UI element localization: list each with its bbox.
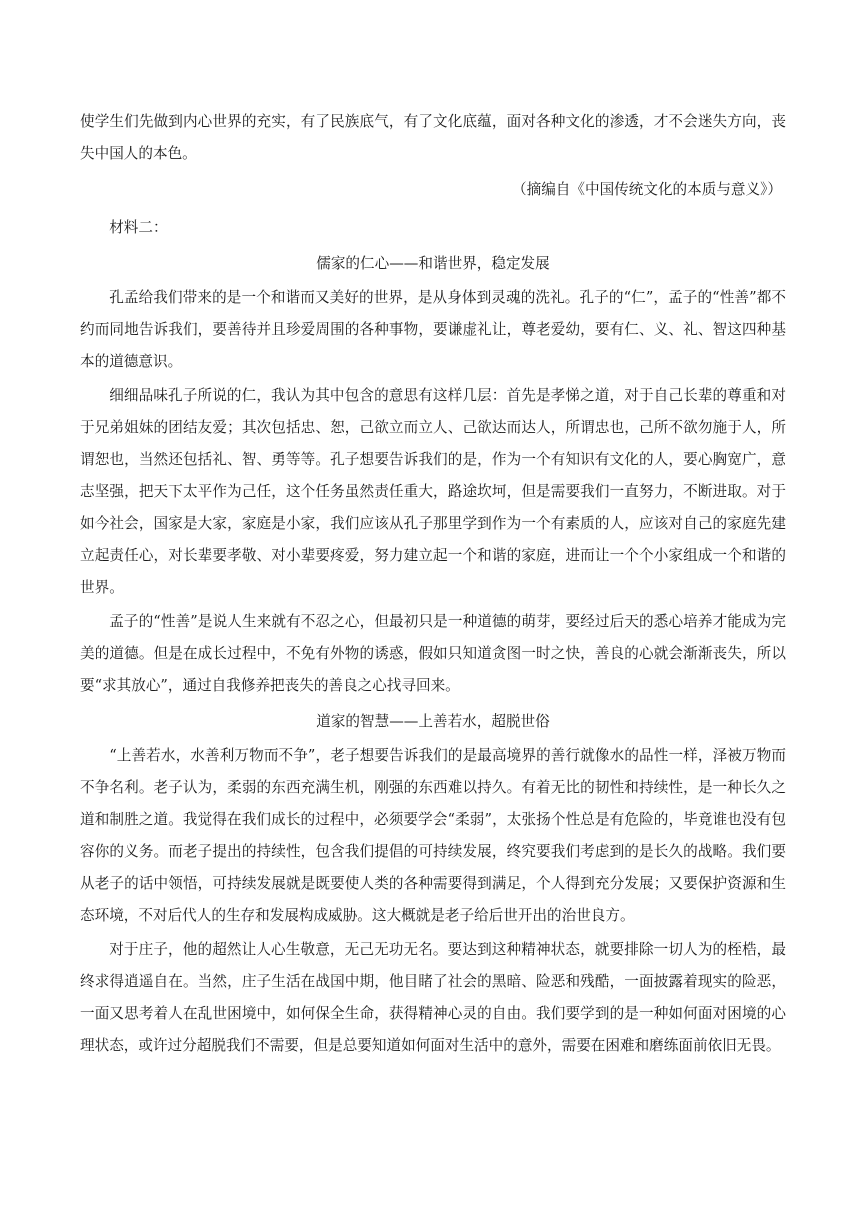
document-page — [80, 106, 786, 1064]
paragraph: 孟子的“性善”是说人生来就有不忍之心，但最初只是一种道德的萌芽，要经过后天的悉心培养才能成为完美的道德。但是在成长过程中，不免有外物的诱惑，假如只知道贪图一时之快，善良的心就会渐渐丧失，所以要“求其放心”，通过自我修养把丧失的善良之心找寻回来。 — [80, 613, 786, 694]
paragraph: 对于庄子，他的超然让人心生敬意，无己无功无名。要达到这种精神状态，就要排除一切人为的桎梏，最终求得逍遥自在。当然，庄子生活在战国中期，他目睹了社会的黑暗、险恶和残酷，一面披露着现实的险恶，一面又思考着人在乱世困境中，如何保全生命，获得精神心灵的自由。我们要学到的是一种如何面对困境的心理状态，或许过分超脱我们不需要，但是总要知道如何面对生活中的意外，需要在困难和磨练面前依旧无畏。 — [80, 941, 786, 1054]
section-heading-confucian: 儒家的仁心——和谐世界，稳定发展 — [316, 255, 550, 272]
section-heading-taoist: 道家的智慧——上善若水，超脱世俗 — [316, 713, 550, 730]
paragraph: 孔孟给我们带来的是一个和谐而又美好的世界，是从身体到灵魂的洗礼。孔子的“仁”，孟子的“性善”都不约而同地告诉我们，要善待并且珍爱周围的各种事物，要谦虚礼让，尊老爱幼，要有仁、义、礼、智这四种基本的道德意识。 — [80, 289, 786, 370]
paragraph: “上善若水，水善利万物而不争”，老子想要告诉我们的是最高境界的善行就像水的品性一样，泽被万物而不争名利。老子认为，柔弱的东西充满生机，刚强的东西难以持久。有着无比的韧性和持续性，是一种长久之道和制胜之道。我觉得在我们成长的过程中，必须要学会“柔弱”，太张扬个性总是有危险的，毕竟谁也没有包容你的义务。而老子提出的持续性，包含我们提倡的可持续发展，终究要我们考虑到的是长久的战略。我们要从老子的话中领悟，可持续发展就是既要使人类的各种需要得到满足，个人得到充分发展；又要保护资源和生态环境，不对后代人的生存和发展构成威胁。这大概就是老子给后世开出的治世良方。 — [80, 747, 786, 924]
material-label: 材料二： — [109, 219, 168, 236]
source-note: （摘编自《中国传统文化的本质与意义》） — [512, 181, 782, 198]
intro-paragraph: 使学生们先做到内心世界的充实，有了民族底气，有了文化底蕴，面对各种文化的渗透，才不会迷失方向，丧失中国人的本色。 — [80, 113, 786, 162]
paragraph: 细细品味孔子所说的仁，我认为其中包含的意思有这样几层：首先是孝悌之道，对于自己长辈的尊重和对于兄弟姐妹的团结友爱；其次包括忠、恕，己欲立而立人、己欲达而达人，所谓忠也，己所不欲勿施于人，所谓恕也，当然还包括礼、智、勇等等。孔子想要告诉我们的是，作为一个有知识有文化的人，要心胸宽广，意志坚强，把天下太平作为己任，这个任务虽然责任重大，路途坎坷，但是需要我们一直努力，不断进取。对于如今社会，国家是大家，家庭是小家，我们应该从孔子那里学到作为一个有素质的人，应该对自己的家庭先建立起责任心，对长辈要孝敬、对小辈要疼爱，努力建立起一个和谐的家庭，进而让一个个小家组成一个和谐的世界。 — [80, 387, 786, 596]
